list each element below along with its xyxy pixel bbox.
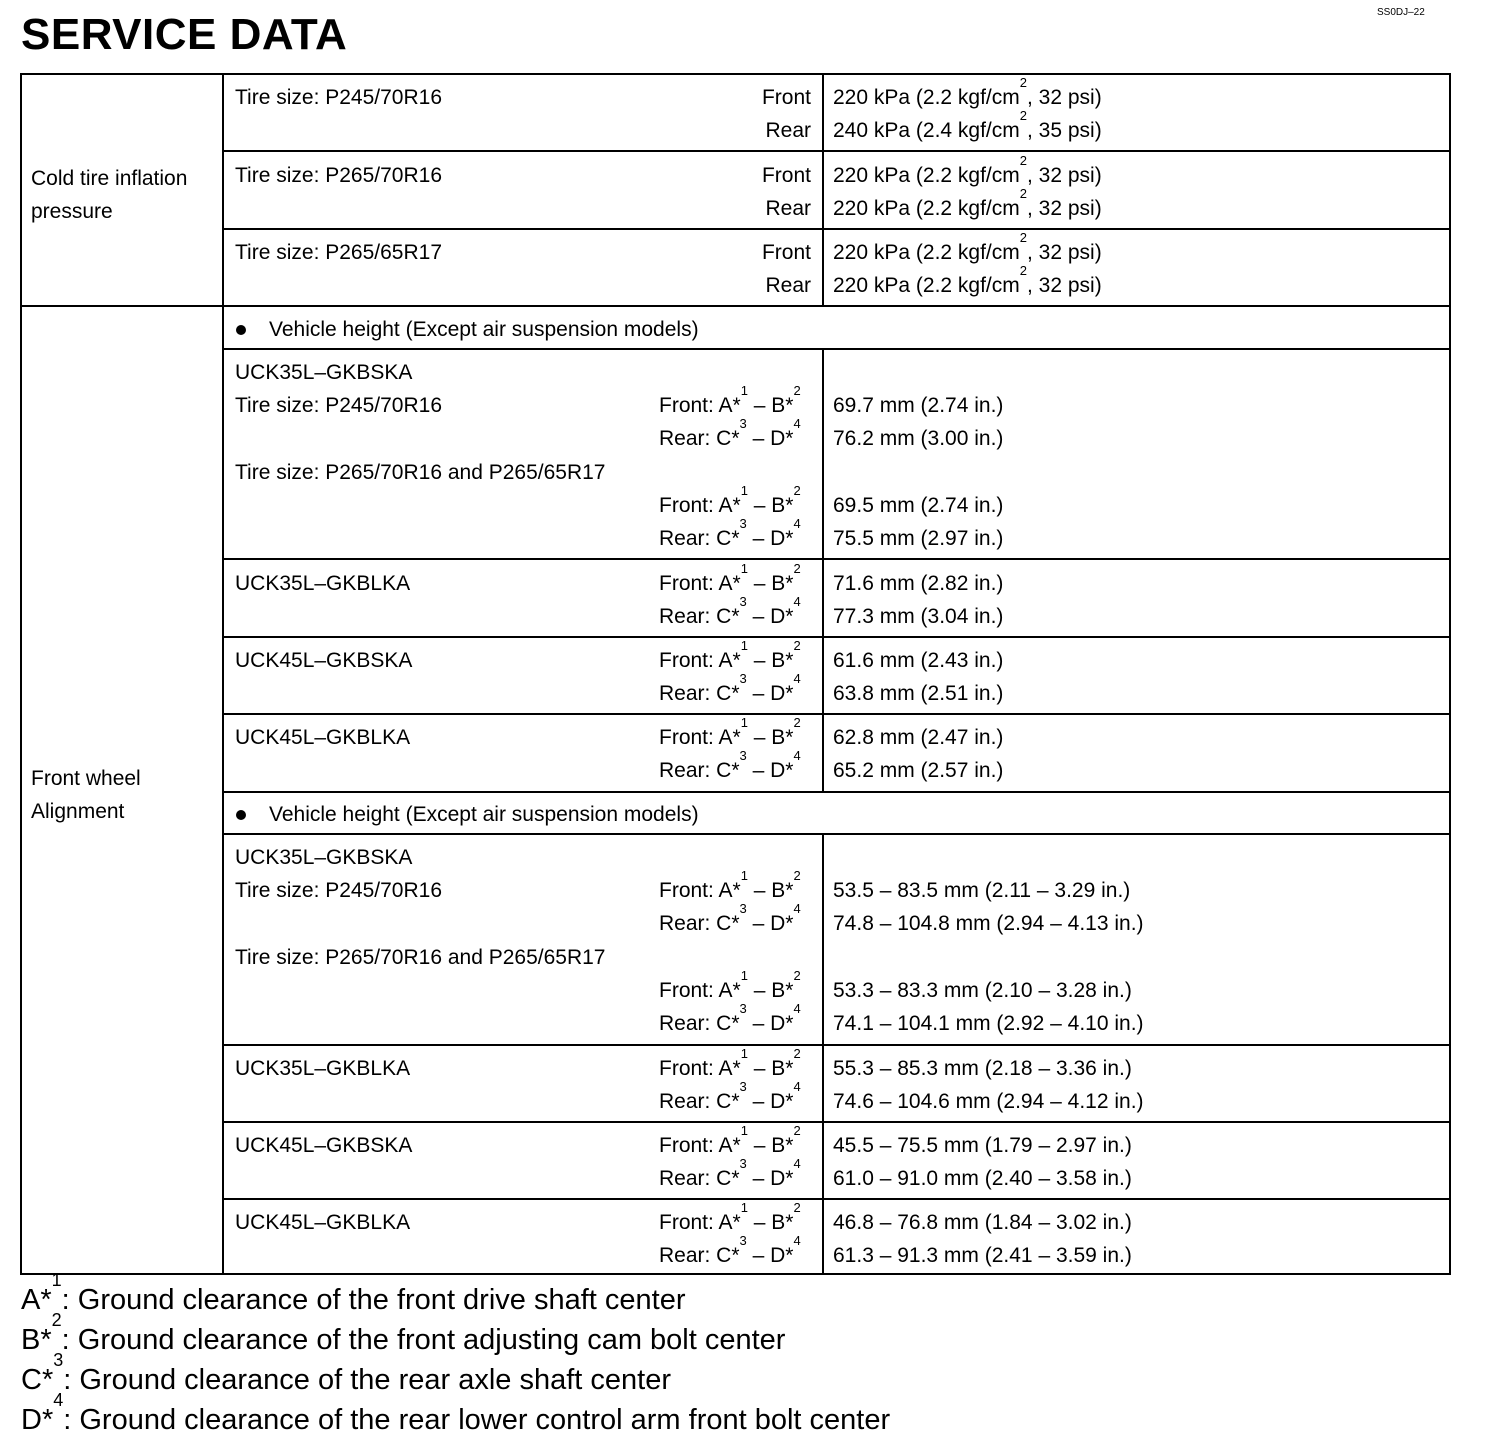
front-measure-value: 69.5 mm (2.74 in.) xyxy=(833,494,1004,517)
category-label-line: Cold tire inflation xyxy=(31,167,188,190)
row-divider xyxy=(222,1044,1451,1046)
model-code: UCK35L–GKBSKA xyxy=(235,361,413,384)
column-divider-sec2-value xyxy=(822,834,824,1275)
rear-pressure: 220 kPa (2.2 kgf/$cm^2$, 32 psi) xyxy=(833,263,1102,297)
rear-measure-value: 74.8 – 104.8 mm (2.94 – 4.13 in.) xyxy=(833,912,1144,935)
row-divider xyxy=(222,833,1451,835)
front-measure-label: Front: A*$^1$ – B*$^2$ xyxy=(659,868,801,902)
front-measure-label: Front: A*$^1$ – B*$^2$ xyxy=(659,1123,801,1157)
section-heading: Vehicle height (Except air suspension models) xyxy=(269,318,699,341)
category-front-wheel-alignment xyxy=(31,762,141,828)
category-label-line: Alignment xyxy=(31,800,125,823)
rear-measure-label: Rear: C*$^3$ – D*$^4$ xyxy=(659,1156,801,1190)
category-label-line: Front wheel xyxy=(31,767,141,790)
front-measure-label: Front: A*$^1$ – B*$^2$ xyxy=(659,638,801,672)
front-measure-value: 53.3 – 83.3 mm (2.10 – 3.28 in.) xyxy=(833,979,1132,1002)
tire-size: Tire size: P245/70R16 xyxy=(235,86,442,109)
rear-measure-label: Rear: C*$^3$ – D*$^4$ xyxy=(659,594,801,628)
front-measure-value: 61.6 mm (2.43 in.) xyxy=(833,649,1004,672)
tire-size: Tire size: P265/70R16 and P265/65R17 xyxy=(235,946,606,969)
row-divider xyxy=(222,791,1451,793)
model-code: UCK35L–GKBLKA xyxy=(235,572,411,595)
row-divider xyxy=(222,636,1451,638)
category-label-line: pressure xyxy=(31,200,113,223)
rear-measure-label: Rear: C*$^3$ – D*$^4$ xyxy=(659,1079,801,1113)
footnote: A*$^1$: Ground clearance of the front drive shaft center xyxy=(21,1270,686,1316)
tire-size: Tire size: P265/70R16 and P265/65R17 xyxy=(235,461,606,484)
column-divider-sec1-value xyxy=(822,348,824,792)
front-pressure: 220 kPa (2.2 kgf/$cm^2$, 32 psi) xyxy=(833,153,1102,187)
front-measure-value: 55.3 – 85.3 mm (2.18 – 3.36 in.) xyxy=(833,1057,1132,1080)
front-measure-label: Front: A*$^1$ – B*$^2$ xyxy=(659,383,801,417)
bullet-icon xyxy=(236,325,246,335)
row-divider xyxy=(222,348,1451,350)
rear-pressure: 220 kPa (2.2 kgf/$cm^2$, 32 psi) xyxy=(833,186,1102,220)
front-label: Front xyxy=(761,164,811,187)
section-heading: Vehicle height (Except air suspension models) xyxy=(269,803,699,826)
row-divider xyxy=(222,1121,1451,1123)
section-divider xyxy=(20,305,1451,307)
category-cold-tire-inflation xyxy=(31,162,187,228)
model-code: UCK45L–GKBLKA xyxy=(235,1211,411,1234)
model-code: UCK35L–GKBLKA xyxy=(235,1057,411,1080)
tire-size: Tire size: P265/65R17 xyxy=(235,241,442,264)
front-measure-label: Front: A*$^1$ – B*$^2$ xyxy=(659,1046,801,1080)
rear-measure-label: Rear: C*$^3$ – D*$^4$ xyxy=(659,748,801,782)
page-title: SERVICE DATA xyxy=(21,10,348,59)
column-divider-category xyxy=(222,73,224,1275)
model-code: UCK45L–GKBLKA xyxy=(235,726,411,749)
row-divider xyxy=(222,558,1451,560)
rear-label: Rear xyxy=(765,119,811,142)
row-divider xyxy=(222,713,1451,715)
rear-measure-label: Rear: C*$^3$ – D*$^4$ xyxy=(659,671,801,705)
model-code: UCK45L–GKBSKA xyxy=(235,649,413,672)
front-measure-value: 46.8 – 76.8 mm (1.84 – 3.02 in.) xyxy=(833,1211,1132,1234)
rear-measure-value: 74.6 – 104.6 mm (2.94 – 4.12 in.) xyxy=(833,1090,1144,1113)
front-measure-label: Front: A*$^1$ – B*$^2$ xyxy=(659,483,801,517)
front-measure-label: Front: A*$^1$ – B*$^2$ xyxy=(659,561,801,595)
front-measure-value: 62.8 mm (2.47 in.) xyxy=(833,726,1004,749)
row-divider xyxy=(222,228,1451,230)
rear-label: Rear xyxy=(765,274,811,297)
front-measure-value: 71.6 mm (2.82 in.) xyxy=(833,572,1004,595)
front-measure-label: Front: A*$^1$ – B*$^2$ xyxy=(659,715,801,749)
rear-measure-value: 76.2 mm (3.00 in.) xyxy=(833,427,1004,450)
front-measure-value: 45.5 – 75.5 mm (1.79 – 2.97 in.) xyxy=(833,1134,1132,1157)
tire-size: Tire size: P245/70R16 xyxy=(235,394,442,417)
rear-label: Rear xyxy=(765,197,811,220)
rear-pressure: 240 kPa (2.4 kgf/$cm^2$, 35 psi) xyxy=(833,108,1102,142)
rear-measure-label: Rear: C*$^3$ – D*$^4$ xyxy=(659,901,801,935)
front-measure-value: 53.5 – 83.5 mm (2.11 – 3.29 in.) xyxy=(833,879,1131,902)
bullet-icon xyxy=(236,810,246,820)
rear-measure-value: 63.8 mm (2.51 in.) xyxy=(833,682,1004,705)
rear-measure-label: Rear: C*$^3$ – D*$^4$ xyxy=(659,1233,801,1267)
front-measure-label: Front: A*$^1$ – B*$^2$ xyxy=(659,968,801,1002)
footnote: C*$^3$: Ground clearance of the rear axle shaft center xyxy=(21,1350,671,1396)
model-code: UCK45L–GKBSKA xyxy=(235,1134,413,1157)
front-pressure: 220 kPa (2.2 kgf/$cm^2$, 32 psi) xyxy=(833,230,1102,264)
column-divider-inflation-value xyxy=(822,73,824,306)
front-measure-label: Front: A*$^1$ – B*$^2$ xyxy=(659,1200,801,1234)
front-measure-value: 69.7 mm (2.74 in.) xyxy=(833,394,1004,417)
document-code: SS0DJ–22 xyxy=(1377,7,1425,18)
rear-measure-value: 65.2 mm (2.57 in.) xyxy=(833,759,1004,782)
model-code: UCK35L–GKBSKA xyxy=(235,846,413,869)
rear-measure-value: 77.3 mm (3.04 in.) xyxy=(833,605,1004,628)
rear-measure-label: Rear: C*$^3$ – D*$^4$ xyxy=(659,416,801,450)
tire-size: Tire size: P245/70R16 xyxy=(235,879,442,902)
rear-measure-value: 61.0 – 91.0 mm (2.40 – 3.58 in.) xyxy=(833,1167,1132,1190)
footnote: B*$^2$: Ground clearance of the front adjusting cam bolt center xyxy=(21,1310,786,1356)
row-divider xyxy=(222,150,1451,152)
footnote: D*$^4$: Ground clearance of the rear lower control arm front bolt center xyxy=(21,1390,891,1436)
rear-measure-label: Rear: C*$^3$ – D*$^4$ xyxy=(659,516,801,550)
front-pressure: 220 kPa (2.2 kgf/$cm^2$, 32 psi) xyxy=(833,75,1102,109)
rear-measure-value: 75.5 mm (2.97 in.) xyxy=(833,527,1004,550)
front-label: Front xyxy=(761,86,811,109)
rear-measure-label: Rear: C*$^3$ – D*$^4$ xyxy=(659,1001,801,1035)
rear-measure-value: 74.1 – 104.1 mm (2.92 – 4.10 in.) xyxy=(833,1012,1144,1035)
rear-measure-value: 61.3 – 91.3 mm (2.41 – 3.59 in.) xyxy=(833,1244,1132,1267)
row-divider xyxy=(222,1198,1451,1200)
tire-size: Tire size: P265/70R16 xyxy=(235,164,442,187)
front-label: Front xyxy=(761,241,811,264)
